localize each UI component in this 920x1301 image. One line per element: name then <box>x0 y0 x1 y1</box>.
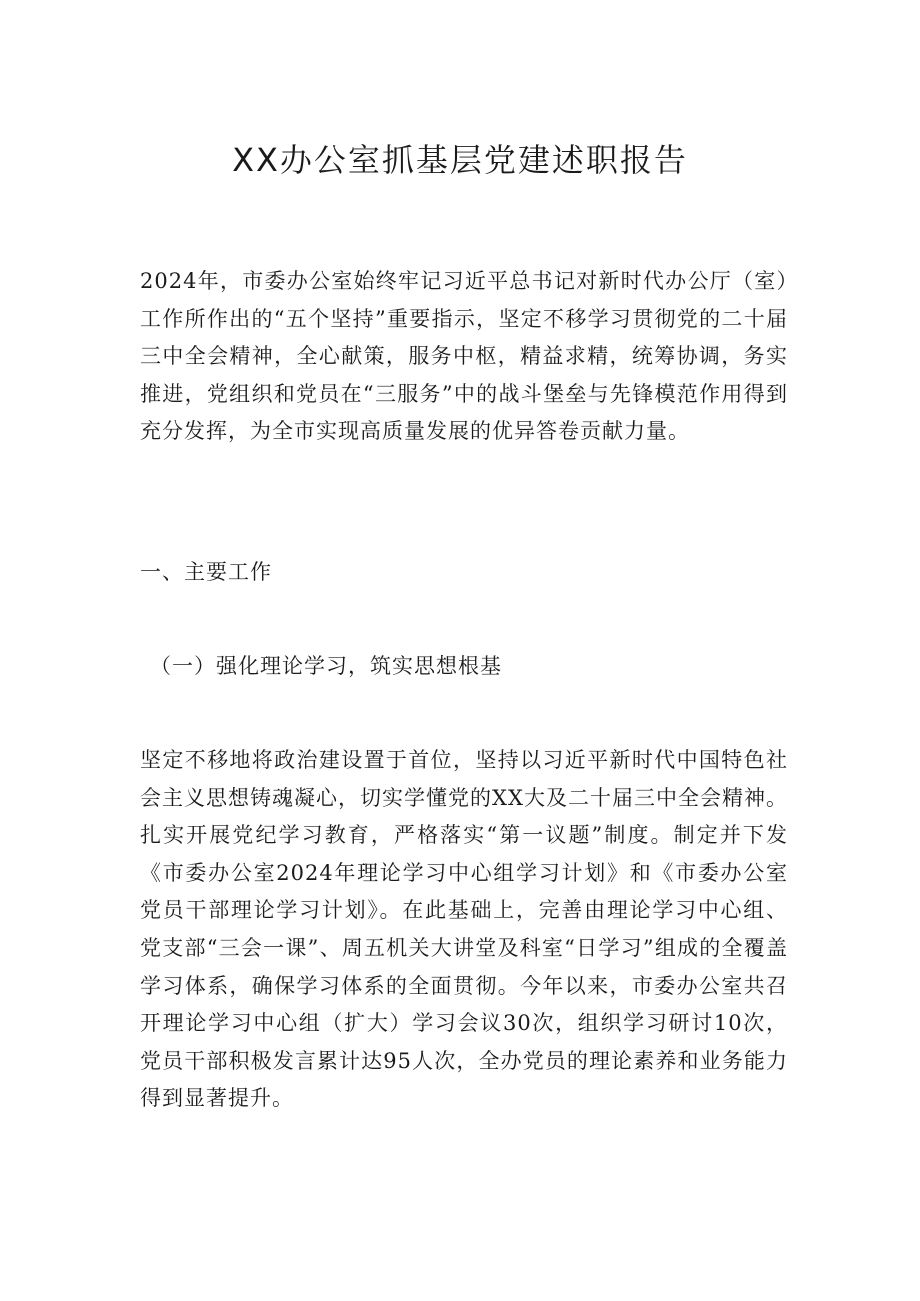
body-paragraph: 坚定不移地将政治建设置于首位，坚持以习近平新时代中国特色社会主义思想铸魂凝心，切实学懂党的XX大及二十届三中全会精神。扎实开展党纪学习教育，严格落实“第一议题”制度。制定并下发《市委办公室2024年理论学习中心组学习计划》和《市委办公室党员干部理论学习计划》。在此基础上，完善由理论学习中心组、党支部“三会一课”、周五机关大讲堂及科室“日学习”组成的全覆盖学习体系，确保学习体系的全面贯彻。今年以来，市委办公室共召开理论学习中心组（扩大）学习会议30次，组织学习研讨10次，党员干部积极发言累计达95人次，全办党员的理论素养和业务能力得到显著提升。 <box>140 748 788 1111</box>
intro-paragraph: 2024年，市委办公室始终牢记习近平总书记对新时代办公厅（室）工作所作出的“五个坚持”重要指示，坚定不移学习贯彻党的二十届三中全会精神，全心献策，服务中枢，精益求精，统筹协调，务实推进，党组织和党员在“三服务”中的战斗堡垒与先锋模范作用得到充分发挥，为全市实现高质量发展的优异答卷贡献力量。 <box>140 269 788 444</box>
section-heading: 一、主要工作 <box>140 560 272 584</box>
document-title: XX办公室抓基层党建述职报告 <box>232 141 688 179</box>
subsection-heading: （一）强化理论学习，筑实思想根基 <box>150 654 502 678</box>
